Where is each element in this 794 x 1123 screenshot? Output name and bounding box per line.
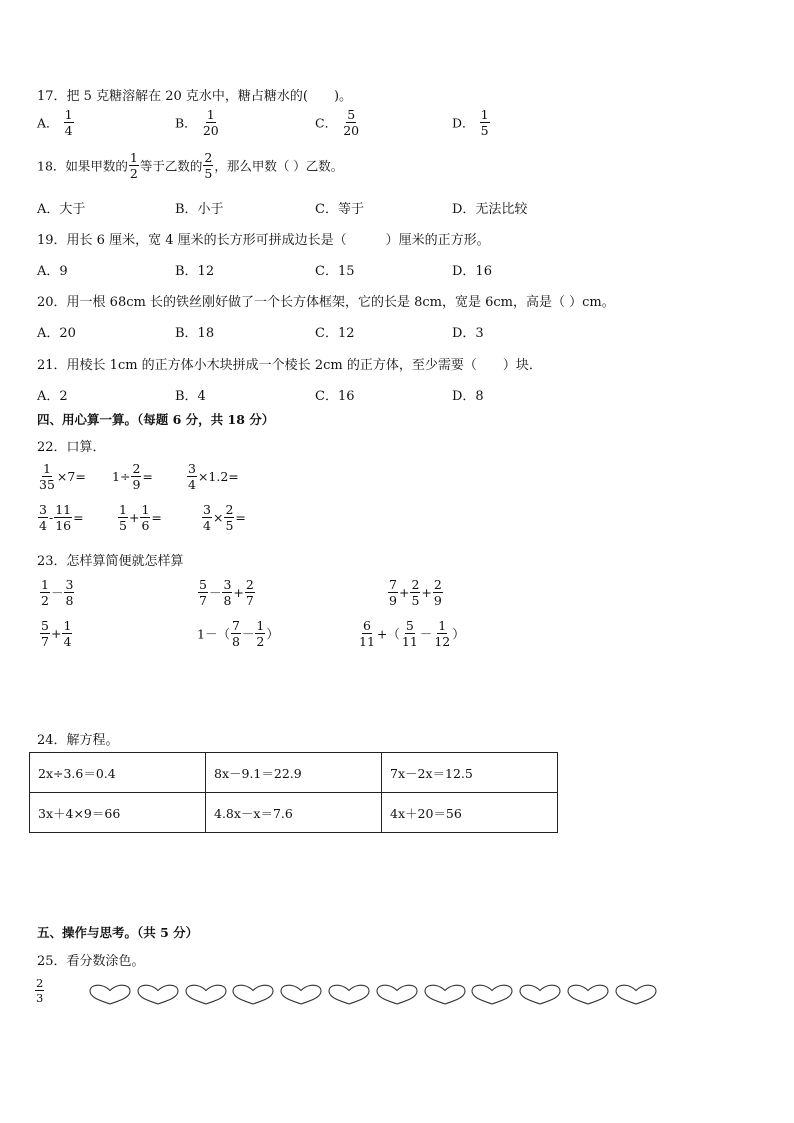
q19-option-b[interactable]: B．12 xyxy=(175,264,215,279)
table-row xyxy=(30,753,558,793)
equation-cell: 3x＋4×9＝66 xyxy=(30,793,206,833)
heart-shape[interactable] xyxy=(279,983,323,1007)
q20-option-d[interactable]: D．3 xyxy=(452,326,484,341)
fraction: $\frac{1}{4}$ xyxy=(64,107,73,139)
option-letter: B． xyxy=(175,115,197,131)
q19-option-a[interactable]: A．9 xyxy=(37,264,68,279)
equation-table xyxy=(29,752,558,833)
q21-option-b[interactable]: B．4 xyxy=(175,389,206,404)
option-letter: D． xyxy=(452,115,475,131)
simplify-expr-4: $\frac{5}{7}$ + $\frac{1}{4}$ xyxy=(41,618,72,650)
q20-option-b[interactable]: B．18 xyxy=(175,326,215,341)
oral-calc-1: $\frac{1}{35}$ ×7= xyxy=(39,461,86,493)
equation-cell: 4x＋20＝56 xyxy=(382,793,558,833)
simplify-expr-6: $\frac{6}{11}$ +（ $\frac{5}{11}$ － $\frac{1}{12}$ ） xyxy=(359,618,465,650)
q19-option-c[interactable]: C．15 xyxy=(315,264,355,279)
section-heading-4: 四、用心算一算。（每题 6 分，共 18 分） xyxy=(37,412,275,427)
q20-option-c[interactable]: C．12 xyxy=(315,326,355,341)
fraction: $\frac{1}{2}$ xyxy=(129,150,138,182)
section-heading-5: 五、操作与思考。（共 5 分） xyxy=(37,925,199,940)
q17-option-a[interactable] xyxy=(37,108,75,137)
question-19: 19．用长 6 厘米，宽 4 厘米的长方形可拼成边长是（ ）厘米的正方形。 xyxy=(37,233,490,248)
q18-option-b[interactable]: B．小于 xyxy=(175,202,224,217)
oral-calc-4: $\frac{3}{4}$ - $\frac{11}{16}$ = xyxy=(39,502,84,534)
fraction: $\frac{1}{5}$ xyxy=(480,107,489,139)
q20-option-a[interactable]: A．20 xyxy=(37,326,76,341)
question-17: 17．把 5 克糖溶解在 20 克水中，糖占糖水的( )。 xyxy=(37,89,353,104)
fraction: $\frac{5}{20}$ xyxy=(343,107,360,139)
heart-shape[interactable] xyxy=(518,983,562,1007)
q21-option-c[interactable]: C．16 xyxy=(315,389,355,404)
heart-shape[interactable] xyxy=(184,983,228,1007)
heart-shape[interactable] xyxy=(566,983,610,1007)
heart-shape[interactable] xyxy=(423,983,467,1007)
q17-option-c[interactable] xyxy=(315,108,361,137)
simplify-expr-1: $\frac{1}{2}$ － $\frac{3}{8}$ xyxy=(41,577,74,609)
q17-option-b[interactable] xyxy=(175,108,221,137)
oral-calc-5: $\frac{1}{5}$ + $\frac{1}{6}$ = xyxy=(119,502,162,534)
oral-calc-6: $\frac{3}{4}$ × $\frac{2}{5}$ = xyxy=(203,502,246,534)
equation-cell: 2x÷3.6＝0.4 xyxy=(30,753,206,793)
simplify-expr-3: $\frac{7}{9}$ + $\frac{2}{5}$ + $\frac{2}{9}$ xyxy=(389,577,442,609)
heart-shape[interactable] xyxy=(231,983,275,1007)
equation-cell: 7x－2x＝12.5 xyxy=(382,753,558,793)
question-24-title: 24．解方程。 xyxy=(37,733,119,748)
oral-calc-2: 1÷ $\frac{2}{9}$ = xyxy=(112,461,153,493)
equation-cell: 8x－9.1＝22.9 xyxy=(206,753,382,793)
question-20: 20．用一根 68cm 长的铁丝刚好做了一个长方体框架，它的长是 8cm，宽是 6cm，高是（ ）cm。 xyxy=(37,295,615,310)
heart-shape[interactable] xyxy=(88,983,132,1007)
fraction: $\frac{2}{5}$ xyxy=(204,150,213,182)
table-row xyxy=(30,793,558,833)
q18-option-a[interactable]: A．大于 xyxy=(37,202,86,217)
q21-option-a[interactable]: A．2 xyxy=(37,389,68,404)
option-letter: A． xyxy=(37,115,59,131)
equation-cell: 4.8x－x＝7.6 xyxy=(206,793,382,833)
q18-option-c[interactable]: C．等于 xyxy=(315,202,364,217)
question-21: 21．用棱长 1cm 的正方体小木块拼成一个棱长 2cm 的正方体，至少需要（ ）块． xyxy=(37,358,542,373)
heart-shape[interactable] xyxy=(375,983,419,1007)
option-letter: C． xyxy=(315,115,338,131)
question-18: 18．如果甲数的 $\frac{1}{2}$ 等于乙数的 $\frac{2}{5}$ ，那么甲数（ ）乙数。 xyxy=(37,150,344,182)
heart-shape[interactable] xyxy=(136,983,180,1007)
heart-shape[interactable] xyxy=(470,983,514,1007)
q19-option-d[interactable]: D．16 xyxy=(452,264,492,279)
q17-option-d[interactable] xyxy=(452,108,491,137)
q18-option-d[interactable]: D．无法比较 xyxy=(452,202,528,217)
question-23-title: 23．怎样算简便就怎样算 xyxy=(37,554,184,569)
oral-calc-3: $\frac{3}{4}$ ×1.2= xyxy=(188,461,239,493)
q21-option-d[interactable]: D．8 xyxy=(452,389,484,404)
simplify-expr-2: $\frac{5}{7}$ － $\frac{3}{8}$ + $\frac{2}{7}$ xyxy=(199,577,254,609)
heart-shape[interactable] xyxy=(614,983,658,1007)
target-fraction: $\frac{2}{3}$ xyxy=(36,976,44,1006)
fraction: $\frac{1}{20}$ xyxy=(202,107,219,139)
simplify-expr-5: 1－（ $\frac{7}{8}$ － $\frac{1}{2}$ ） xyxy=(197,618,279,650)
question-25-title: 25．看分数涂色。 xyxy=(37,954,145,969)
heart-shape[interactable] xyxy=(327,983,371,1007)
question-22-title: 22．口算． xyxy=(37,440,106,455)
